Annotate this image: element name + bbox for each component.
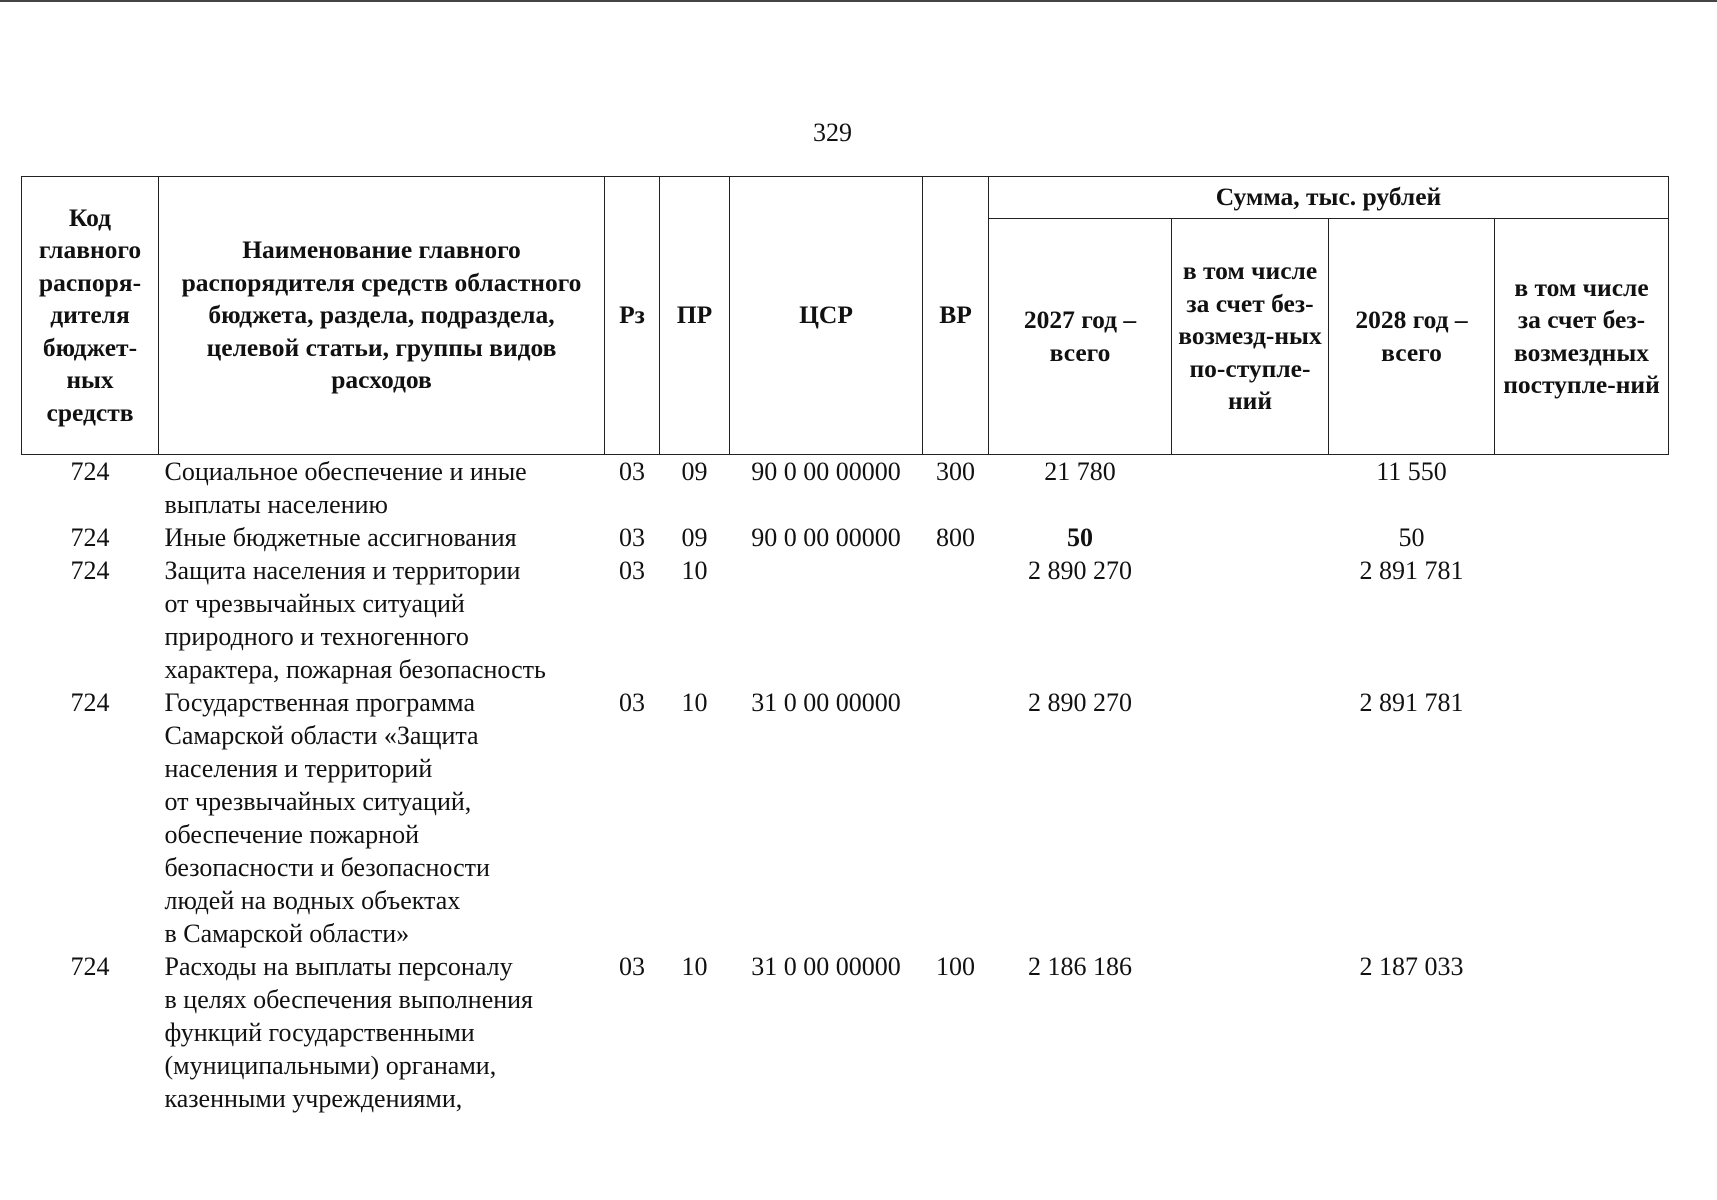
row-name: [159, 950, 605, 1115]
row-pr: 10: [681, 556, 708, 585]
header-2027-free: в том числе за счет без-возмезд-ных по-ступле-ний: [1172, 219, 1329, 455]
row-name: [159, 554, 605, 686]
row-code: 724: [70, 952, 110, 981]
page-number: 329: [813, 118, 852, 147]
row-name-line: людей на водных объектах: [164, 886, 461, 915]
row-name-line: Расходы на выплаты персоналу: [164, 952, 513, 981]
row-2027-total: 21 780: [1044, 457, 1116, 486]
row-name-line: в целях обеспечения выполнения: [164, 985, 534, 1014]
row-2028-free: [1495, 554, 1669, 686]
row-csr: [730, 554, 923, 686]
header-pr: ПР: [660, 177, 730, 455]
row-code: 724: [70, 688, 110, 717]
row-csr: 90 0 00 00000: [751, 523, 901, 552]
row-rz: 03: [619, 523, 645, 552]
row-code: 724: [70, 523, 110, 552]
row-csr: 31 0 00 00000: [751, 952, 901, 981]
row-2028-total: 2 891 781: [1359, 556, 1464, 585]
row-name-line: природного и техногенного: [164, 622, 469, 651]
row-name: [159, 521, 605, 554]
row-2028-total: 11 550: [1376, 457, 1447, 486]
row-name-line: характера, пожарная безопасность: [164, 655, 546, 684]
header-code: Код главного распоря-дителя бюджет-ных средств: [22, 177, 159, 455]
row-2027-total: 2 890 270: [1028, 688, 1132, 717]
row-2028-free: [1495, 686, 1669, 950]
row-2027-free: [1172, 455, 1329, 522]
row-name-line: Иные бюджетные ассигнования: [164, 523, 517, 552]
row-name-line: Социальное обеспечение и иные: [164, 457, 527, 486]
table-row: [22, 686, 1669, 950]
header-2028-total: 2028 год – всего: [1329, 219, 1495, 455]
row-2028-free: [1495, 455, 1669, 522]
row-name-line: обеспечение пожарной: [164, 820, 420, 849]
row-2028-total: 50: [1398, 523, 1425, 552]
row-pr: 10: [681, 688, 708, 717]
row-vr: 300: [936, 457, 975, 486]
row-2027-total: 2 890 270: [1028, 556, 1132, 585]
row-name-line: от чрезвычайных ситуаций: [164, 589, 465, 618]
header-2028-free: в том числе за счет без-возмездных поступле-ний: [1495, 219, 1669, 455]
row-2027-free: [1172, 950, 1329, 1115]
row-pr: 10: [681, 952, 708, 981]
row-name-line: безопасности и безопасности: [164, 853, 490, 882]
table-row: [22, 554, 1669, 686]
row-name-line: в Самарской области»: [164, 919, 410, 948]
scan-edge-line: [0, 0, 1717, 2]
row-vr: [923, 686, 989, 950]
row-name-line: Государственная программа: [164, 688, 476, 717]
row-rz: 03: [619, 556, 645, 585]
table-body: [22, 455, 1669, 1116]
header-csr: ЦСР: [730, 177, 923, 455]
header-vr: ВР: [923, 177, 989, 455]
row-2027-total: 2 186 186: [1028, 952, 1132, 981]
row-2028-total: 2 891 781: [1359, 688, 1464, 717]
row-rz: 03: [619, 952, 645, 981]
row-name-line: выплаты населению: [164, 490, 388, 519]
row-rz: 03: [619, 457, 645, 486]
row-code: 724: [70, 457, 110, 486]
row-name-line: Самарской области «Защита: [164, 721, 479, 750]
row-name-line: (муниципальными) органами,: [164, 1051, 497, 1080]
row-name-line: Защита населения и территории: [164, 556, 521, 585]
table-header: [22, 177, 1669, 455]
row-csr: 90 0 00 00000: [751, 457, 901, 486]
row-pr: 09: [681, 523, 708, 552]
row-name-line: от чрезвычайных ситуаций,: [164, 787, 472, 816]
row-2027-total: 50: [1067, 523, 1093, 552]
row-2027-free: [1172, 554, 1329, 686]
header-rz: Рз: [605, 177, 660, 455]
header-sum-group: Сумма, тыс. рублей: [989, 177, 1669, 219]
row-name-line: функций государственными: [164, 1018, 475, 1047]
row-name-line: казенными учреждениями,: [164, 1084, 463, 1113]
budget-table: [21, 176, 1669, 1115]
row-name: [159, 455, 605, 522]
table-row: [22, 521, 1669, 554]
row-2027-free: [1172, 686, 1329, 950]
row-name-line: населения и территорий: [164, 754, 433, 783]
row-vr: 100: [936, 952, 975, 981]
row-pr: 09: [681, 457, 708, 486]
row-name: [159, 686, 605, 950]
table-row: [22, 950, 1669, 1115]
row-rz: 03: [619, 688, 645, 717]
row-code: 724: [70, 556, 110, 585]
row-2027-free: [1172, 521, 1329, 554]
table-row: [22, 455, 1669, 522]
row-2028-free: [1495, 521, 1669, 554]
row-2028-total: 2 187 033: [1359, 952, 1464, 981]
row-2028-free: [1495, 950, 1669, 1115]
row-csr: 31 0 00 00000: [751, 688, 901, 717]
row-vr: 800: [936, 523, 975, 552]
header-name: Наименование главного распорядителя средств областного бюджета, раздела, подраздела, целевой статьи, группы видов расходов: [159, 177, 605, 455]
header-2027-total: 2027 год – всего: [989, 219, 1172, 455]
row-vr: [923, 554, 989, 686]
